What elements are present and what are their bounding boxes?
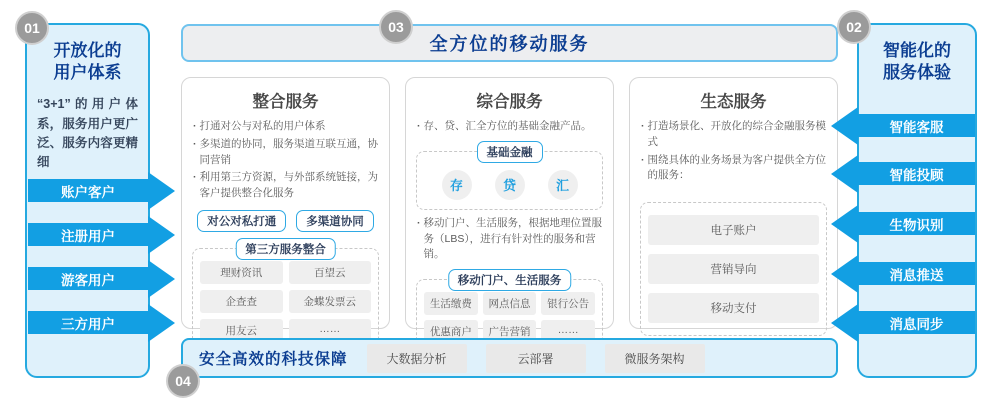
chip-item: 广告营销 bbox=[483, 320, 537, 343]
arrow-label: 游客用户 bbox=[61, 272, 115, 288]
badge-04: 04 bbox=[166, 364, 200, 398]
finance-circles bbox=[424, 164, 595, 202]
chip-big-data-analysis: 大数据分析 bbox=[367, 344, 467, 373]
chip-item: 优惠商户 bbox=[424, 320, 478, 343]
bullet-item bbox=[192, 137, 379, 169]
left-panel-description: “3+1”的用户体系，服务用户更广泛、服务内容更精细 bbox=[37, 97, 138, 170]
bullet-item bbox=[192, 119, 379, 135]
arrow-label: 消息推送 bbox=[889, 267, 944, 283]
chip-marketing: 营销导向 bbox=[648, 254, 819, 284]
chip-item: 理财资讯 bbox=[200, 261, 283, 284]
pill-row bbox=[192, 210, 379, 232]
bullet-text: · 移动门户、生活服务，根据地理位置服务（LBS），进行有针对性的服务和营销。 bbox=[423, 216, 602, 261]
bottom-bar-tech-safeguard bbox=[181, 338, 838, 378]
card-integration-services bbox=[181, 77, 390, 337]
chip-item: 网点信息 bbox=[483, 292, 537, 315]
card-title: 整合服务 bbox=[252, 93, 319, 111]
arrow-message-push bbox=[858, 262, 975, 285]
chip-item: 银行公告 bbox=[541, 292, 595, 315]
bullet-item bbox=[416, 119, 603, 135]
bullet-item bbox=[640, 119, 827, 151]
bullet-item bbox=[640, 153, 827, 185]
arrow-biometric-recognition bbox=[858, 212, 975, 235]
page-title: 全方位的移动服务 bbox=[429, 34, 590, 54]
arrow-visitor-user bbox=[28, 267, 148, 290]
arrow-message-sync bbox=[858, 311, 975, 334]
card-title: 综合服务 bbox=[476, 93, 543, 111]
bullet-text: · 围绕具体的业务场景为客户提供全方位的服务： bbox=[647, 153, 826, 182]
bullet-text: · 利用第三方资源，与外部系统链接，为客户提供整合化服务 bbox=[199, 171, 378, 199]
chip-microservice-arch: 微服务架构 bbox=[605, 344, 705, 373]
chip-item: 企查查 bbox=[200, 290, 283, 313]
right-panel-title-line2: 服务体验 bbox=[883, 63, 951, 83]
chip-item: 生活缴费 bbox=[424, 292, 478, 315]
arrow-label: 消息同步 bbox=[889, 316, 944, 332]
chip-item: …… bbox=[541, 320, 595, 343]
group-header-pill: 第三方服务整合 bbox=[235, 238, 336, 260]
group-header-pill: 基础金融 bbox=[477, 141, 543, 163]
chip-item: …… bbox=[289, 319, 372, 342]
arrow-label: 智能投顾 bbox=[889, 167, 944, 183]
circle-deposit: 存 bbox=[442, 170, 472, 200]
life-services-grid bbox=[424, 292, 595, 343]
service-cards-row bbox=[181, 77, 838, 338]
bullet-text: · 打通对公与对私的用户体系 bbox=[199, 120, 326, 132]
arrow-label: 智能客服 bbox=[889, 119, 944, 135]
arrow-account-customer bbox=[28, 179, 148, 202]
left-panel-title bbox=[27, 40, 148, 84]
group-third-party-integration bbox=[192, 243, 379, 350]
chip-item: 金蝶发票云 bbox=[289, 290, 372, 313]
card-title: 生态服务 bbox=[700, 93, 767, 111]
arrow-label: 注册用户 bbox=[61, 228, 115, 244]
badge-01: 01 bbox=[15, 11, 49, 45]
group-header-pill: 移动门户、生活服务 bbox=[448, 269, 572, 291]
arrow-label: 生物识别 bbox=[889, 217, 944, 233]
arrow-third-party-user bbox=[28, 311, 148, 334]
pill-public-private-link: 对公对私打通 bbox=[197, 210, 286, 232]
chip-item: 百望云 bbox=[289, 261, 372, 284]
circle-exchange: 汇 bbox=[548, 170, 578, 200]
arrow-smart-advisory bbox=[858, 162, 975, 185]
arrow-label: 三方用户 bbox=[61, 316, 115, 332]
left-panel-title-line2: 用户体系 bbox=[53, 63, 122, 83]
chip-cloud-deployment: 云部署 bbox=[486, 344, 586, 373]
pill-multichannel-synergy: 多渠道协同 bbox=[296, 210, 374, 232]
chip-mobile-payment: 移动支付 bbox=[648, 293, 819, 323]
bottom-bar-title: 安全高效的科技保障 bbox=[199, 351, 348, 368]
group-scenario-services bbox=[640, 202, 827, 336]
bullet-text: · 存、贷、汇全方位的基础金融产品。 bbox=[423, 120, 592, 132]
circle-loan: 贷 bbox=[495, 170, 525, 200]
top-bar-mobile-services bbox=[181, 24, 838, 62]
card-comprehensive-services bbox=[405, 77, 614, 338]
card-ecosystem-services bbox=[629, 77, 838, 329]
arrow-smart-customer-service bbox=[858, 114, 975, 137]
bullet-text: · 多渠道的协同，服务渠道互联互通，协同营销 bbox=[199, 137, 378, 166]
right-panel-title bbox=[859, 40, 975, 84]
badge-03: 03 bbox=[379, 10, 413, 44]
bullet-text: · 打造场景化、开放化的综合金融服务模式 bbox=[647, 120, 826, 148]
bullet-item bbox=[416, 216, 603, 263]
left-panel-title-line1: 开放化的 bbox=[53, 41, 122, 60]
bullet-item bbox=[192, 170, 379, 202]
chip-item: 用友云 bbox=[200, 319, 283, 342]
chip-e-account: 电子账户 bbox=[648, 215, 819, 245]
group-basic-finance bbox=[416, 146, 603, 210]
arrow-registered-user bbox=[28, 223, 148, 246]
arrow-label: 账户客户 bbox=[61, 184, 115, 200]
badge-02: 02 bbox=[837, 10, 871, 44]
right-panel-title-line1: 智能化的 bbox=[883, 41, 951, 60]
third-party-grid bbox=[200, 261, 371, 342]
